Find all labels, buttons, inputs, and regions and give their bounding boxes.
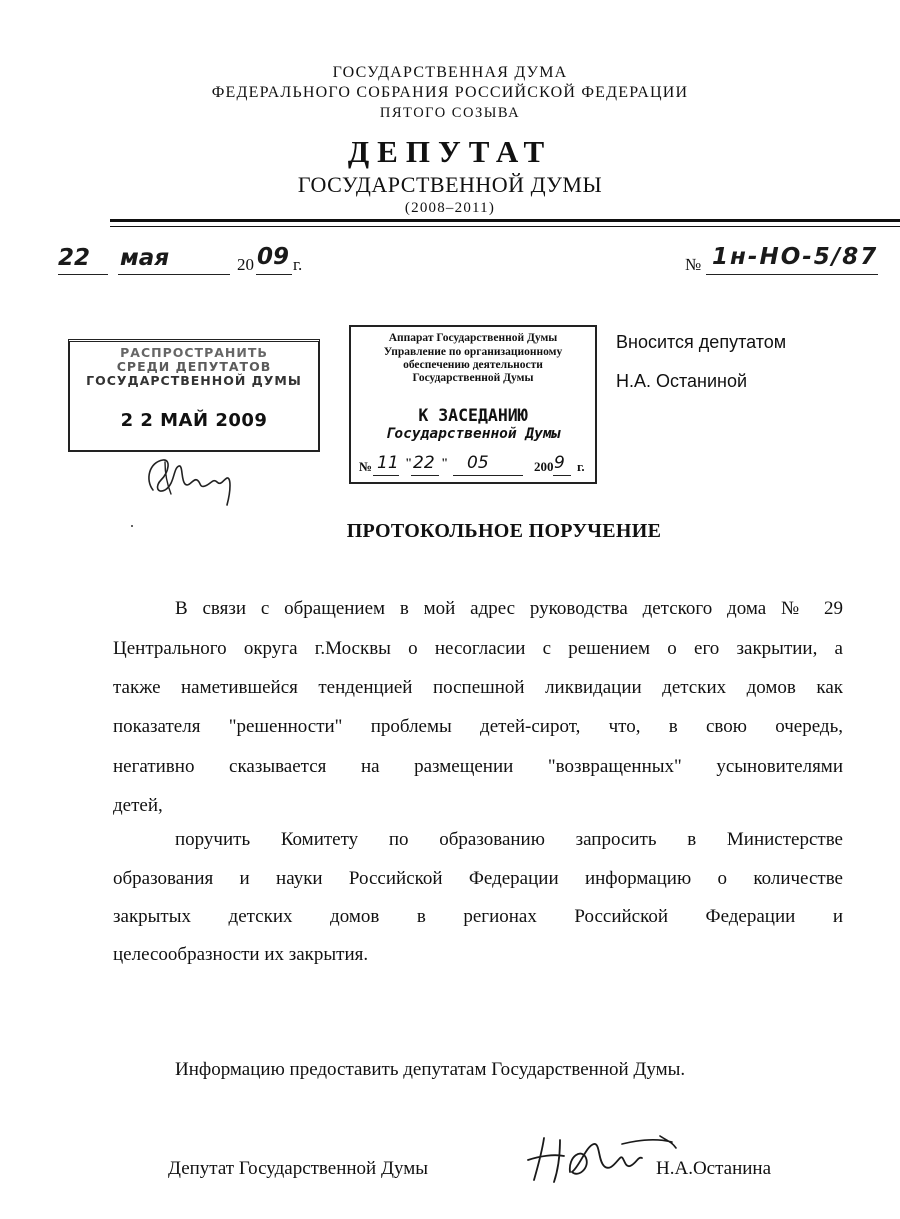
session-stamp-no-label: № xyxy=(359,459,373,474)
submitted-by-label: Вносится депутатом xyxy=(616,332,787,352)
header-years: (2008–2011) xyxy=(404,200,496,216)
reg-number-value: 1н-НО-5/87 xyxy=(712,244,879,270)
date-underline xyxy=(58,274,108,275)
session-stamp-month: 05 xyxy=(467,453,489,473)
session-stamp-day: 22 xyxy=(413,453,435,473)
header-line-2: ФЕДЕРАЛЬНОГО СОБРАНИЯ РОССИЙСКОЙ ФЕДЕРАЦИИ xyxy=(211,84,689,101)
session-stamp-g: г. xyxy=(577,459,585,474)
header-rule-thin xyxy=(110,226,900,227)
paragraph-1-line: В связи с обращением в мой адрес руководства детского дома № 29 xyxy=(175,598,843,619)
received-stamp xyxy=(68,339,320,452)
session-stamp-heading: К ЗАСЕДАНИЮ xyxy=(418,406,528,425)
received-stamp-date: 2 2 МАЙ 2009 xyxy=(120,410,268,431)
date-month: мая xyxy=(120,245,170,271)
paragraph-2-line: образования и науки Российской Федерации информацию о количестве xyxy=(113,868,843,889)
session-stamp-quote: " xyxy=(441,455,449,470)
signature-role: Депутат Государственной Думы xyxy=(168,1158,428,1179)
received-stamp-line-1: РАСПРОСТРАНИТЬ xyxy=(120,345,268,360)
session-stamp-line-4: Государственной Думы xyxy=(412,372,534,384)
stamp-underline xyxy=(373,475,399,476)
signature-name: Н.А.Останина xyxy=(656,1158,772,1179)
header-rule-thick xyxy=(110,219,900,222)
received-stamp-line-3: ГОСУДАРСТВЕННОЙ ДУМЫ xyxy=(86,373,302,388)
paragraph-1-line: детей, xyxy=(113,795,163,816)
date-underline xyxy=(256,274,292,275)
header-title: ДЕПУТАТ xyxy=(347,134,553,169)
date-day: 22 xyxy=(58,245,91,271)
stamp-underline xyxy=(411,475,439,476)
date-g: г. xyxy=(293,255,303,274)
paragraph-3: Информацию предоставить депутатам Государственной Думы. xyxy=(175,1059,686,1080)
paragraph-1-line: негативно сказывается на размещении "возвращенных" усыновителями xyxy=(113,756,843,777)
stamp-underline xyxy=(553,475,571,476)
paragraph-2-line: поручить Комитету по образованию запросить в Министерстве xyxy=(175,829,843,850)
reg-number-underline xyxy=(706,274,878,275)
session-stamp-quote: " xyxy=(405,455,413,470)
reg-number-label: № xyxy=(685,255,702,274)
session-stamp-line-2: Управление по организационному xyxy=(383,346,563,358)
session-stamp-no-value: 11 xyxy=(377,453,399,473)
session-stamp-year-digit: 9 xyxy=(554,453,565,473)
session-stamp-subheading: Государственной Думы xyxy=(385,426,561,442)
submitted-by-name: Н.А. Останиной xyxy=(616,371,748,391)
received-stamp-line-2: СРЕДИ ДЕПУТАТОВ xyxy=(116,359,272,374)
session-stamp-line-1: Аппарат Государственной Думы xyxy=(388,332,558,344)
date-underline xyxy=(118,274,230,275)
session-stamp-year-prefix: 200 xyxy=(534,459,554,474)
paragraph-1-line: показателя "решенности" проблемы детей-сирот, что, в свою очередь, xyxy=(113,716,843,737)
paragraph-1-line: также наметившейся тенденцией поспешной ликвидации детских домов как xyxy=(113,677,843,698)
session-stamp xyxy=(349,325,597,484)
stamp-signature xyxy=(135,450,245,510)
header-line-1: ГОСУДАРСТВЕННАЯ ДУМА xyxy=(332,64,568,81)
header-subtitle: ГОСУДАРСТВЕННОЙ ДУМЫ xyxy=(297,172,603,197)
session-stamp-number-row xyxy=(357,455,593,477)
session-stamp-line-3: обеспечению деятельности xyxy=(403,359,543,371)
date-year-suffix: 09 xyxy=(257,244,290,270)
date-year-prefix: 20 xyxy=(237,255,254,274)
document-title: ПРОТОКОЛЬНОЕ ПОРУЧЕНИЕ xyxy=(346,520,662,542)
paragraph-2-line: закрытых детских домов в регионах Российской Федерации и xyxy=(113,906,843,927)
paragraph-1-line: Центрального округа г.Москвы о несогласии с решением о его закрытии, а xyxy=(113,638,843,659)
stamp-underline xyxy=(453,475,523,476)
paragraph-2-line: целесообразности их закрытия. xyxy=(113,944,369,965)
header-line-3: ПЯТОГО СОЗЫВА xyxy=(379,105,521,121)
